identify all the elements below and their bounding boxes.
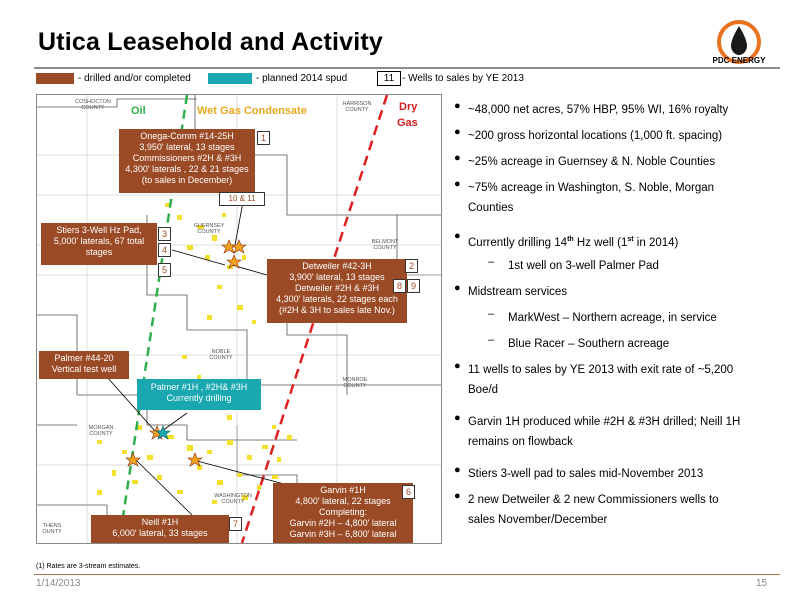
callout-garvin-line-2: 4,800' lateral, 22 stages <box>295 496 391 506</box>
callout-detweiler-line-4: 4,300' laterals, 22 stages each <box>276 294 398 304</box>
well-number-10-11: 10 & 11 <box>219 192 265 206</box>
callout-detweiler-line-2: 3,900' lateral, 13 stages <box>289 272 385 282</box>
bullet-dot: ● <box>454 490 461 502</box>
callout-stiers-line-3: stages <box>85 247 113 257</box>
callout-palmer44 <box>39 351 129 379</box>
county-label-coshocton: COSHOCTON COUNTY <box>75 99 111 111</box>
callout-onega-line-3: Commissioners #2H & #3H <box>132 153 242 163</box>
callout-stiers-line-2: 5,000' laterals, 67 total <box>53 236 145 246</box>
well-number-3: 3 <box>158 227 171 241</box>
bullet-dot: ● <box>454 152 461 164</box>
callout-detweiler <box>267 259 407 323</box>
callout-onega-line-4: 4,300' laterals , 22 & 21 stages <box>125 164 249 174</box>
page-title: Utica Leasehold and Activity <box>38 28 384 56</box>
logo-text: PDC ENERGY <box>712 56 766 65</box>
bullet-dot: ● <box>454 126 461 138</box>
callout-stiers-line-1: Stiers 3-Well Hz Pad, <box>56 225 142 235</box>
title-divider <box>34 67 780 69</box>
callout-stiers <box>41 223 157 265</box>
callout-onega-line-2: 3,950' lateral, 13 stages <box>139 142 235 152</box>
callout-palmer1-line-1: Palmer #1H , #2H& #3H <box>150 382 248 392</box>
callout-palmer44-line-1: Palmer #44-20 <box>54 353 114 363</box>
bullet-dot: ● <box>454 282 461 294</box>
bullet-dot: ● <box>454 100 461 112</box>
bullet-dot: ● <box>454 230 461 242</box>
well-number-1: 1 <box>257 131 270 145</box>
callout-palmer1-line-2: Currently drilling <box>166 393 232 403</box>
county-label-monroe: MONROE COUNTY <box>342 377 368 389</box>
bullet-dot: ● <box>454 412 461 424</box>
zone-label-dry-gas-2: Gas <box>397 117 418 129</box>
zone-label-dry-gas-1: Dry <box>399 101 418 113</box>
callout-onega <box>119 129 255 193</box>
sub-bullet-dash: – <box>488 334 495 346</box>
well-number-7: 7 <box>229 517 242 531</box>
planned-swatch <box>208 73 252 84</box>
drilled-swatch <box>36 73 74 84</box>
callout-neill-line-2: 6,000' lateral, 33 stages <box>112 528 208 538</box>
callout-detweiler-line-1: Detweiler #42-3H <box>302 261 372 271</box>
well-number-9: 9 <box>407 279 420 293</box>
callout-garvin-line-5: Garvin #3H – 6,800' lateral <box>289 529 397 539</box>
footer-date: 1/14/2013 <box>36 578 81 589</box>
callout-neill <box>91 515 229 543</box>
callout-garvin <box>273 483 413 544</box>
drilled-legend-label: - drilled and/or completed <box>78 73 191 84</box>
county-label-athens: THENS OUNTY <box>42 523 62 535</box>
bullet-dot: ● <box>454 178 461 190</box>
planned-legend-label: - planned 2014 spud <box>256 73 348 84</box>
wells-legend-label: - Wells to sales by YE 2013 <box>402 73 524 84</box>
well-number-6: 6 <box>402 485 415 499</box>
well-number-2: 2 <box>405 259 418 273</box>
footer-divider <box>34 574 780 575</box>
sub-bullet-dash: – <box>488 308 495 320</box>
callout-garvin-line-3: Completing: <box>318 507 368 517</box>
county-label-noble: NOBLE COUNTY <box>209 349 233 361</box>
footnote: (1) Rates are 3-stream estimates. <box>36 563 141 570</box>
zone-label-oil: Oil <box>131 105 146 117</box>
callout-palmer44-line-2: Vertical test well <box>51 364 117 374</box>
callout-detweiler-line-5: (#2H & 3H to sales late Nov.) <box>279 305 395 315</box>
county-label-guernsey: GUERNSEY COUNTY <box>193 223 225 235</box>
callout-onega-line-1: Onega-Comm #14-25H <box>140 131 234 141</box>
bullet-dot: ● <box>454 464 461 476</box>
well-number-5: 5 <box>158 263 171 277</box>
callout-neill-line-1: Neill #1H <box>141 517 179 527</box>
county-label-morgan: MORGAN COUNTY <box>88 425 114 437</box>
county-label-belmont: BELMONT COUNTY <box>371 239 399 251</box>
page-number: 15 <box>756 578 768 589</box>
callout-detweiler-line-3: Detweiler #2H & #3H <box>294 283 380 293</box>
county-label-harrison: HARRISON COUNTY <box>342 101 372 113</box>
wells-legend-box: 11 <box>377 71 401 86</box>
callout-garvin-line-4: Garvin #2H – 4,800' lateral <box>289 518 397 528</box>
well-number-8: 8 <box>393 279 406 293</box>
zone-label-wet-gas: Wet Gas Condensate <box>197 105 307 117</box>
bullet-dot: ● <box>454 360 461 372</box>
well-number-4: 4 <box>158 243 171 257</box>
county-label-washington: WASHINGTON COUNTY <box>214 493 252 505</box>
callout-garvin-line-1: Garvin #1H <box>320 485 366 495</box>
callout-onega-line-5: (to sales in December) <box>141 175 233 185</box>
map-panel <box>36 94 442 544</box>
callout-palmer1 <box>137 379 261 410</box>
sub-bullet-dash: – <box>488 256 495 268</box>
